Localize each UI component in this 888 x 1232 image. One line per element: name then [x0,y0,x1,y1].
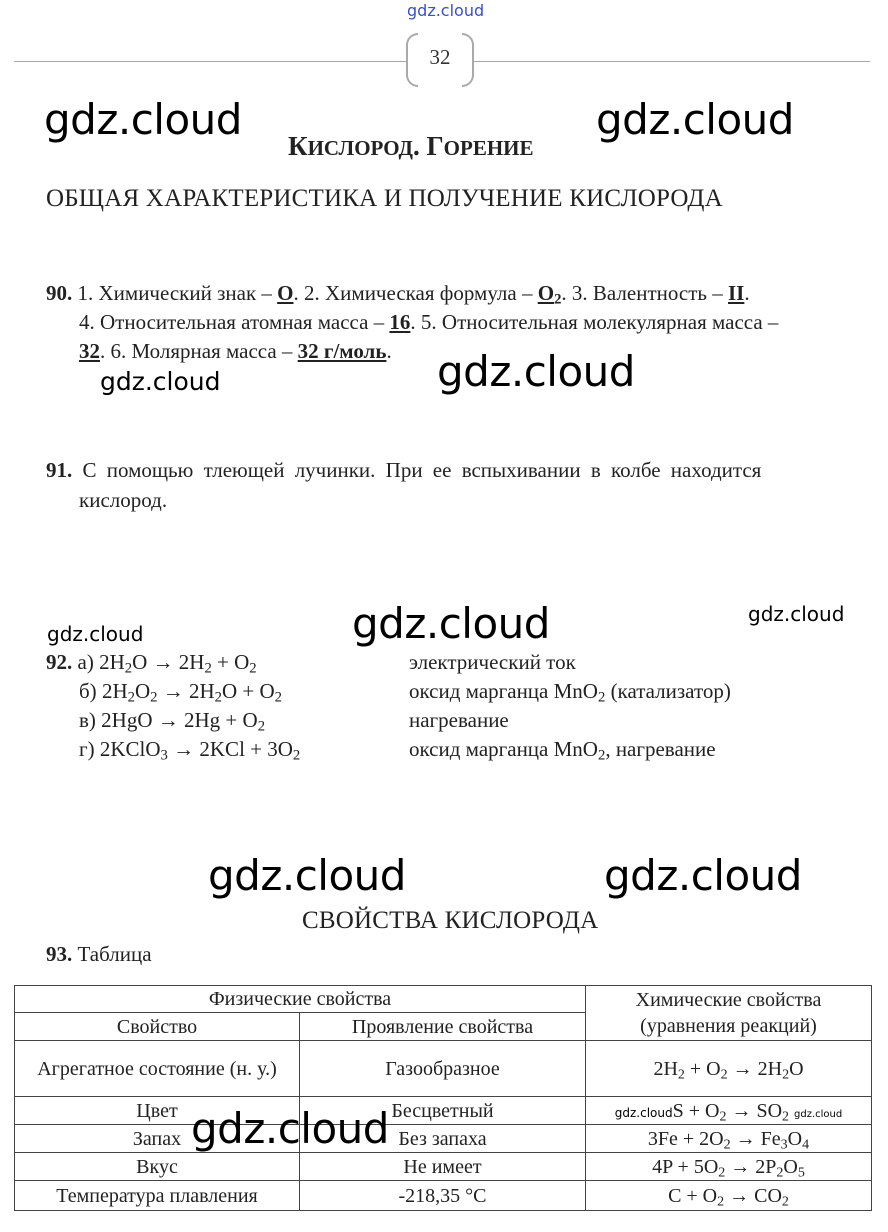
cell-property: Температура плавления [15,1181,300,1211]
properties-table [14,985,872,1211]
cell-value: -218,35 °C [300,1181,586,1211]
table-row [15,1041,872,1097]
watermark: gdz.cloud [748,602,845,626]
q91-line1: 91. С помощью тлеющей лучинки. При ее вспыхивании в колбе находится [46,458,762,482]
q92-reaction-a: 92. а) $2H_2O \to 2H_2 + O_2$ [46,650,257,677]
cell-property: Запах [15,1125,300,1153]
q90-line1: 90. 1. Химический знак – O. 2. Химическая формула – $O_2$. 3. Валентность – II. [46,281,750,308]
header-rule-right [474,61,870,62]
watermark: gdz.cloud [352,599,550,648]
q92-reaction-b: б) $2H_2O_2 \to 2H_2O + O_2$ [79,679,283,706]
watermark: gdz.cloud [604,851,802,900]
q92-condition-c: нагревание [409,708,509,732]
col-header-property: Свойство [15,1013,300,1041]
col-header-manifest: Проявление свойства [300,1013,586,1041]
q92-reaction-d: г) 2KClO$_3$ → $2KCl + 3O_2$ [79,737,301,764]
cell-property: Цвет [15,1097,300,1125]
cell-value: Не имеет [300,1153,586,1181]
cell-equation: $3Fe + 2O_2 \to Fe_3O_4$ [586,1125,872,1153]
q92-condition-a: электрический ток [409,650,576,674]
q93-label: 93. Таблица [46,942,152,966]
cell-value: Без запаха [300,1125,586,1153]
q90-line2: 4. Относительная атомная масса – 16. 5. Относительная молекулярная масса – [79,310,779,334]
cell-property: Вкус [15,1153,300,1181]
header-chemical: Химические свойства (уравнения реакций) [586,986,872,1041]
watermark: gdz.cloud [208,851,406,900]
header-physical: Физические свойства [15,986,586,1013]
watermark: gdz.cloud [44,95,242,144]
watermark: gdz.cloud [47,622,144,646]
q90-line3: 32. 6. Молярная масса – 32 г/моль. [79,339,392,363]
watermark: gdz.cloud [100,367,221,396]
header-rule-left [14,61,406,62]
cell-property: Агрегатное состояние (н. у.) [15,1041,300,1097]
watermark: gdz.cloud [191,1104,389,1153]
table-row [15,1181,872,1211]
q92-reaction-c: в) $2HgO \to 2Hg + O_2$ [79,708,266,735]
q92-condition-b: оксид марганца MnO$_2$ (катализатор) [409,679,731,706]
watermark: gdz.cloud [596,95,794,144]
table-row [15,1097,872,1125]
watermark-top: gdz.cloud [407,1,485,20]
section-title-properties: СВОЙСТВА КИСЛОРОДА [302,907,599,934]
table-row [15,1125,872,1153]
cell-value: Бесцветный [300,1097,586,1125]
chapter-title: КИСЛОРОД. ГОРЕНИЕ [288,131,534,161]
page-number-box [406,33,474,83]
table-row [15,1153,872,1181]
cell-value: Газообразное [300,1041,586,1097]
watermark: gdz.cloud [437,347,635,396]
page-number: 32 [429,45,451,69]
section-title-general: ОБЩАЯ ХАРАКТЕРИСТИКА И ПОЛУЧЕНИЕ КИСЛОРОДА [46,185,723,212]
q92-condition-d: оксид марганца MnO$_2$, нагревание [409,737,716,764]
cell-equation: gdz.cloudS + $O_2 \to SO_2$ gdz.cloud [586,1097,872,1125]
q91-line2: кислород. [79,488,168,512]
cell-equation: $2H_2 + O_2 \to 2H_2O$ [586,1041,872,1097]
cell-equation: $4P + 5O_2 \to 2P_2O_5$ [586,1153,872,1181]
cell-equation: $C + O_2 \to CO_2$ [586,1181,872,1211]
